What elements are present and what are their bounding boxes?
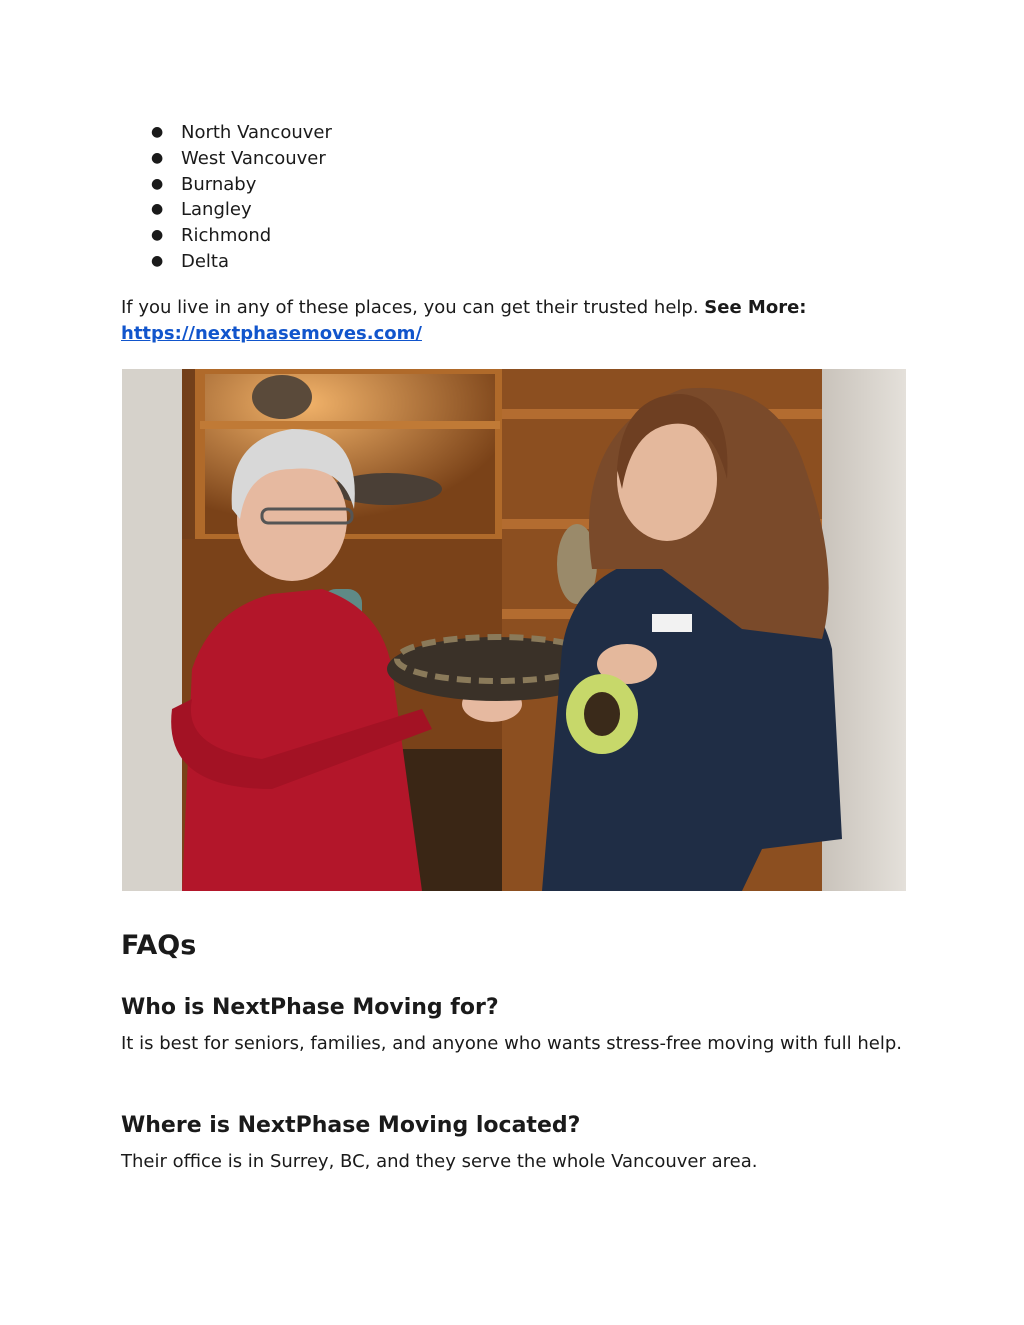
see-more-label: See More: [704,297,807,318]
website-link[interactable]: https://nextphasemoves.com/ [121,323,422,344]
list-item: ● Burnaby [151,172,332,198]
bullet-icon: ● [151,175,164,192]
list-item: ● North Vancouver [151,120,332,146]
service-area-list [151,120,332,275]
list-item: ● Richmond [151,223,332,249]
bullet-icon: ● [151,227,164,244]
list-item: ● Delta [151,249,332,275]
faq-answer-2: Their office is in Surrey, BC, and they serve the whole Vancouver area. [121,1151,758,1172]
list-item: ● West Vancouver [151,146,332,172]
faq-question-1: Who is NextPhase Moving for? [121,995,499,1020]
faq-question-2: Where is NextPhase Moving located? [121,1113,581,1138]
faq-answer-1: It is best for seniors, families, and anyone who wants stress-free moving with full help. [121,1033,903,1054]
intro-text: If you live in any of these places, you can get their trusted help. [121,297,705,318]
bullet-icon: ● [151,149,164,166]
faq-heading: FAQs [121,930,197,961]
list-item: ● Langley [151,197,332,223]
bullet-icon: ● [151,252,164,269]
bullet-icon: ● [151,124,164,140]
intro-paragraph [121,295,906,347]
photo-two-women-with-basket [122,369,906,891]
bullet-icon: ● [151,201,164,218]
